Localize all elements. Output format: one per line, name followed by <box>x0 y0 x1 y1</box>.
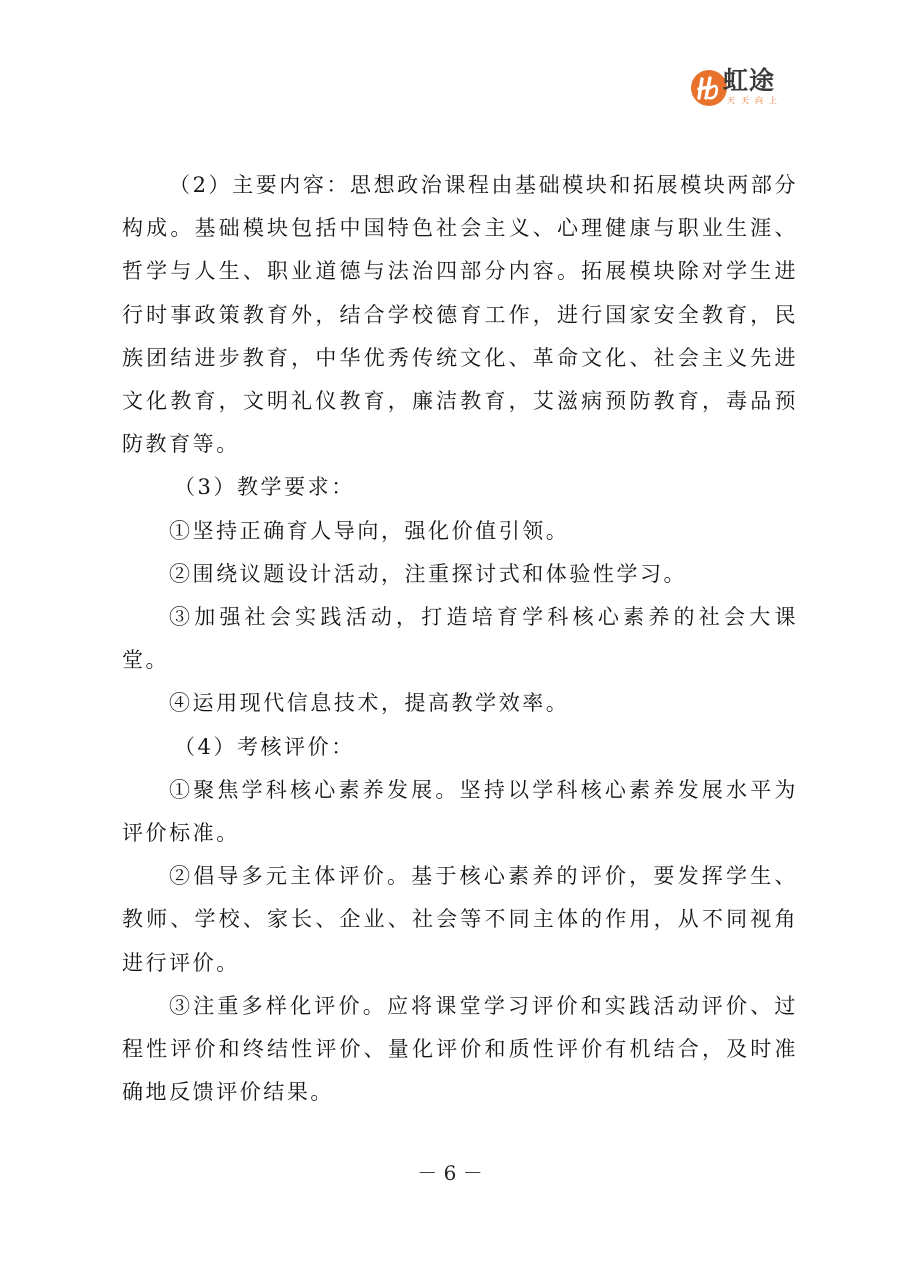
logo-name: 虹途 <box>723 66 776 95</box>
list-item: ③注重多样化评价。应将课堂学习评价和实践活动评价、过程性评价和终结性评价、量化评价和质性评价有机结合，及时准确地反馈评价结果。 <box>122 993 798 1105</box>
list-item: ④运用现代信息技术，提高教学效率。 <box>169 691 570 716</box>
heading-assessment: （4）考核评价： <box>174 734 355 759</box>
list-item: ②围绕议题设计活动，注重探讨式和体验性学习。 <box>169 561 688 586</box>
list-item: ③加强社会实践活动，打造培育学科核心素养的社会大课堂。 <box>122 605 798 673</box>
list-item: ①坚持正确育人导向，强化价值引领。 <box>169 518 570 543</box>
logo-slogan: 天天向上 <box>727 96 783 105</box>
brand-logo <box>689 66 809 112</box>
paragraph-main-content: （2）主要内容：思想政治课程由基础模块和拓展模块两部分构成。基础模块包括中国特色社会主义、心理健康与职业生涯、哲学与人生、职业道德与法治四部分内容。拓展模块除对学生进行时事政策教育外，结合学校德育工作，进行国家安全教育，民族团结进步教育，中华优秀传统文化、革命文化、社会主义先进文化教育，文明礼仪教育，廉洁教育，艾滋病预防教育，毒品预防教育等。 <box>122 173 798 457</box>
heading-teaching-requirements: （3）教学要求： <box>174 475 355 500</box>
list-item: ①聚焦学科核心素养发展。坚持以学科核心素养发展水平为评价标准。 <box>122 777 798 846</box>
page-number: － 6 － <box>417 1161 483 1185</box>
list-item: ②倡导多元主体评价。基于核心素养的评价，要发挥学生、教师、学校、家长、企业、社会等不同主体的作用，从不同视角进行评价。 <box>122 864 798 975</box>
document-body <box>122 164 798 1114</box>
